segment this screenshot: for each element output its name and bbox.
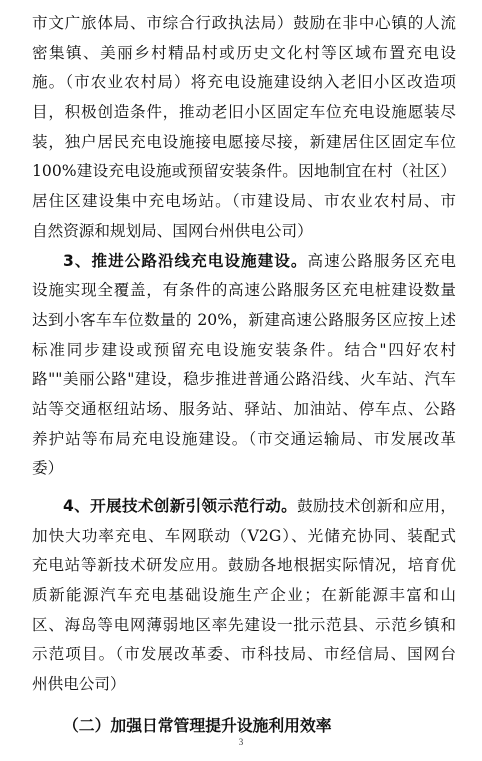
- text-line: 区、海岛等电网薄弱地区率先建设一批示范县、示范乡镇和: [32, 615, 456, 634]
- text-line: 居住区建设集中充电场站。（市建设局、市农业农村局、市: [32, 192, 456, 211]
- paragraph-public-places: [32, 9, 456, 247]
- document-page: [32, 9, 456, 741]
- paragraph-tech-innovation: [32, 492, 456, 700]
- text-line: 站等交通枢纽站场、服务站、驿站、加油站、停车点、公路: [32, 399, 456, 418]
- section-heading: （二）加强日常管理提升设施利用效率: [63, 715, 332, 735]
- text-line: 市文广旅体局、市综合行政执法局）鼓励在非中心镇的人流: [32, 14, 456, 32]
- text-line: 目，积极创造条件，推动老旧小区固定车位充电设施愿装尽: [32, 103, 456, 122]
- text-line: 养护站等布局充电设施建设。（市交通运输局、市发展改革: [32, 429, 456, 448]
- paragraph-spacer: [32, 484, 456, 492]
- text-line: 质新能源汽车充电基础设施生产企业；在新能源丰富和山: [32, 586, 456, 605]
- paragraph-heading: 3、推进公路沿线充电设施建设。: [63, 251, 308, 270]
- text-line: 州供电公司）: [32, 675, 126, 694]
- paragraph-heading: 4、开展技术创新引领示范行动。: [63, 497, 298, 515]
- text-line: 达到小客车车位数量的 20%，新建高速公路服务区应按上述: [32, 310, 456, 329]
- paragraph-highway-charging: [32, 247, 456, 485]
- text-fragment: 高速公路服务区充电: [307, 251, 456, 270]
- text-line: 委）: [32, 459, 64, 478]
- text-line: 100%建设充电设施或预留安装条件。因地制宜在村（社区）: [32, 162, 456, 181]
- text-line: 标准同步建设或预留充电设施安装条件。结合"四好农村: [32, 340, 456, 359]
- page-number: 3: [238, 737, 244, 747]
- text-line: 路""美丽公路"建设，稳步推进普通公路沿线、火车站、汽车: [32, 370, 456, 389]
- text-line: 加快大功率充电、车网联动（V2G）、光储充协同、装配式: [32, 526, 456, 545]
- text-line: 设施实现全覆盖，有条件的高速公路服务区充电桩建设数量: [32, 281, 456, 300]
- text-line: 示范项目。（市发展改革委、市科技局、市经信局、国网台: [32, 645, 456, 664]
- paragraph-first-line: [32, 492, 456, 522]
- text-line: 充电站等新技术研发应用。鼓励各地根据实际情况，培育优: [32, 556, 456, 575]
- text-line: 装，独户居民充电设施接电愿接尽接，新建居住区固定车位: [32, 132, 456, 151]
- text-line: 自然资源和规划局、国网台州供电公司）: [32, 221, 313, 240]
- text-line: 施。（市农业农村局）将充电设施建设纳入老旧小区改造项: [32, 73, 456, 92]
- text-fragment: 鼓励技术创新和应用，: [297, 497, 456, 515]
- text-line: 密集镇、美丽乡村精品村或历史文化村等区域布置充电设: [32, 43, 456, 62]
- paragraph-first-line: [32, 247, 456, 277]
